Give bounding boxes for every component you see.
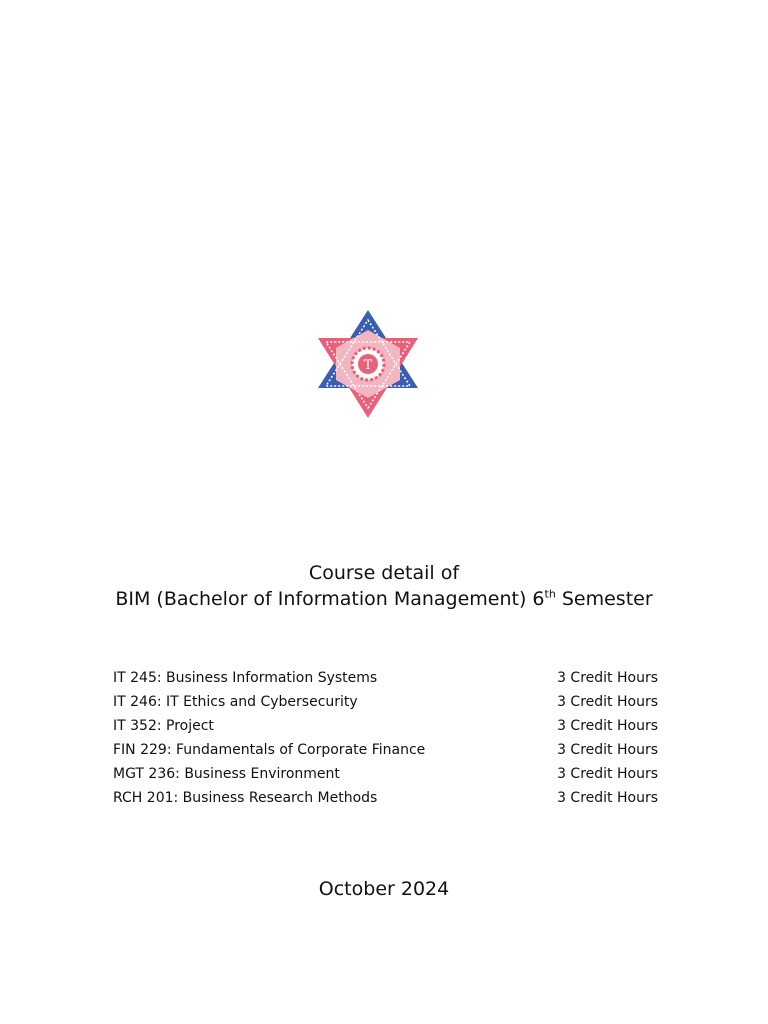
title-line-1: Course detail of — [308, 562, 460, 584]
course-name: IT 245: Business Information Systems — [113, 670, 378, 686]
university-seal-icon — [314, 308, 422, 420]
course-row — [113, 714, 658, 738]
course-row — [113, 738, 658, 762]
title-superscript: th — [544, 587, 556, 601]
title-line-2-main: BIM (Bachelor of Information Management) 6 — [115, 588, 545, 610]
course-row — [113, 762, 658, 786]
document-title — [0, 560, 768, 612]
course-credits: 3 Credit Hours — [557, 694, 658, 710]
course-name: MGT 236: Business Environment — [113, 766, 340, 782]
course-row — [113, 690, 658, 714]
document-date: October 2024 — [318, 878, 450, 900]
title-line-2-end: Semester — [555, 588, 653, 610]
course-credits: 3 Credit Hours — [557, 718, 658, 734]
title-line-2 — [0, 586, 768, 612]
course-credits: 3 Credit Hours — [557, 790, 658, 806]
course-name: IT 246: IT Ethics and Cybersecurity — [113, 694, 358, 710]
course-credits: 3 Credit Hours — [557, 742, 658, 758]
course-row — [113, 786, 658, 810]
course-credits: 3 Credit Hours — [557, 670, 658, 686]
course-name: FIN 229: Fundamentals of Corporate Finance — [113, 742, 426, 758]
course-credits: 3 Credit Hours — [557, 766, 658, 782]
course-name: IT 352: Project — [113, 718, 214, 734]
svg-text:T: T — [363, 358, 373, 373]
course-name: RCH 201: Business Research Methods — [113, 790, 378, 806]
course-row — [113, 666, 658, 690]
course-list — [113, 666, 658, 810]
